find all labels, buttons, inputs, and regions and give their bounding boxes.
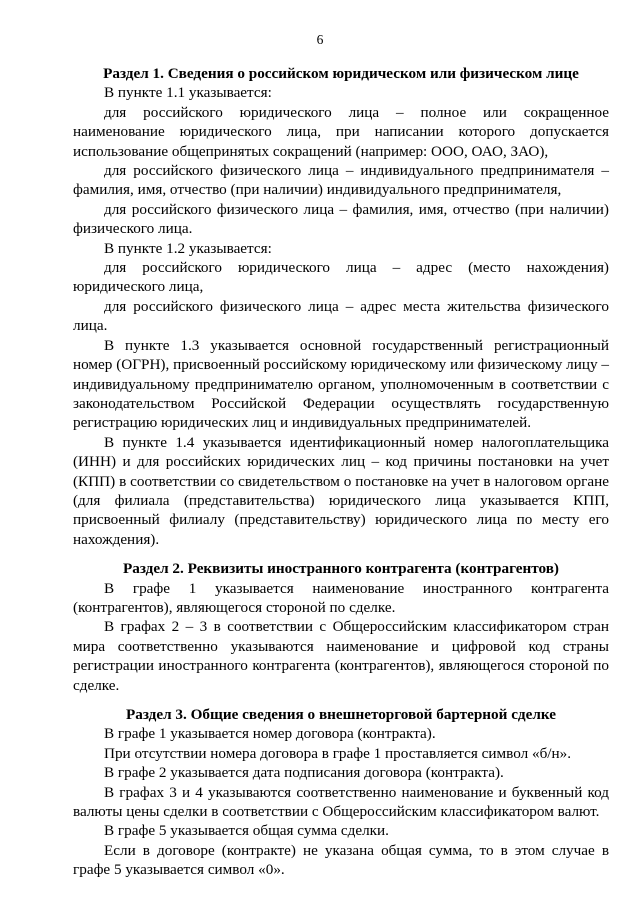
section2-heading: Раздел 2. Реквизиты иностранного контрагента (контрагентов) [122,560,559,578]
section2-col1: В графе 1 указывается наименование иностранного контрагента (контрагентов), являющегося стороной по сделке. [73,579,609,616]
section2-col2-3: В графах 2 – 3 в соответствии с Общероссийским классификатором стран мира соответственно указываются наименование и цифровой код страны регистрации иностранного контрагента (контрагентов), являющегося стороной по сделке. [73,618,609,694]
section3-col1: В графе 1 указывается номер договора (контракта). [104,725,436,743]
section3-col3-4: В графах 3 и 4 указываются соответственно наименование и буквенный код валюты цены сделки в соответствии с Общероссийским классификатором валют. [73,783,609,821]
page-number: 6 [316,32,324,47]
section3-col2: В графе 2 указывается дата подписания договора (контракта). [104,764,504,782]
section1-address-legal: для российского юридического лица – адрес (место нахождения) юридического лица, [73,259,609,296]
section1-item-1-4: В пункте 1.4 указывается идентификационный номер налогоплательщика (ИНН) и для российских юридических лиц – код причины постановки на учет (КПП) в соответствии со свидетельством о постановке на учет в налоговом органе (для филиала (представительства) юридического лица указывается КПП, присвоенный филиалу (представительству) юридического лица по месту его нахождения). [73,433,609,548]
section1-item-1-3: В пункте 1.3 указывается основной государственный регистрационный номер (ОГРН), присвоенный российскому юридическому или физическому лицу – индивидуальному предпринимателю органом, уполномоченным в соответствии с законодательством Российской Федерации осуществлять государственную регистрацию юридических лиц и индивидуальных предпринимателей. [73,336,609,432]
section1-legal-entity: для российского юридического лица – полное или сокращенное наименование юридического лица, при написании которого допускается использование общепринятых сокращений (например: ООО, ОАО, ЗАО), [73,103,609,160]
section1-individual: для российского физического лица – фамилия, имя, отчество (при наличии) физического лица. [73,200,609,238]
section1-intro-1-1: В пункте 1.1 указывается: [104,84,272,102]
section3-heading: Раздел 3. Общие сведения о внешнеторговой бартерной сделке [125,706,556,723]
section3-col5: В графе 5 указывается общая сумма сделки. [104,822,389,840]
section1-intro-1-2: В пункте 1.2 указывается: [104,239,272,257]
section3-no-number: При отсутствии номера договора в графе 1 проставляется символ «б/н». [104,744,572,762]
document-body [73,64,609,880]
section3-no-sum: Если в договоре (контракте) не указана общая сумма, то в этом случае в графе 5 указывается символ «0». [73,841,609,879]
section1-address-individual: для российского физического лица – адрес места жительства физического лица. [73,297,609,335]
section1-heading: Раздел 1. Сведения о российском юридическом или физическом лице [103,65,579,82]
section1-individual-entrepreneur: для российского физического лица – индивидуального предпринимателя – фамилия, имя, отчество (при наличии) индивидуального предпринимателя, [73,162,609,199]
